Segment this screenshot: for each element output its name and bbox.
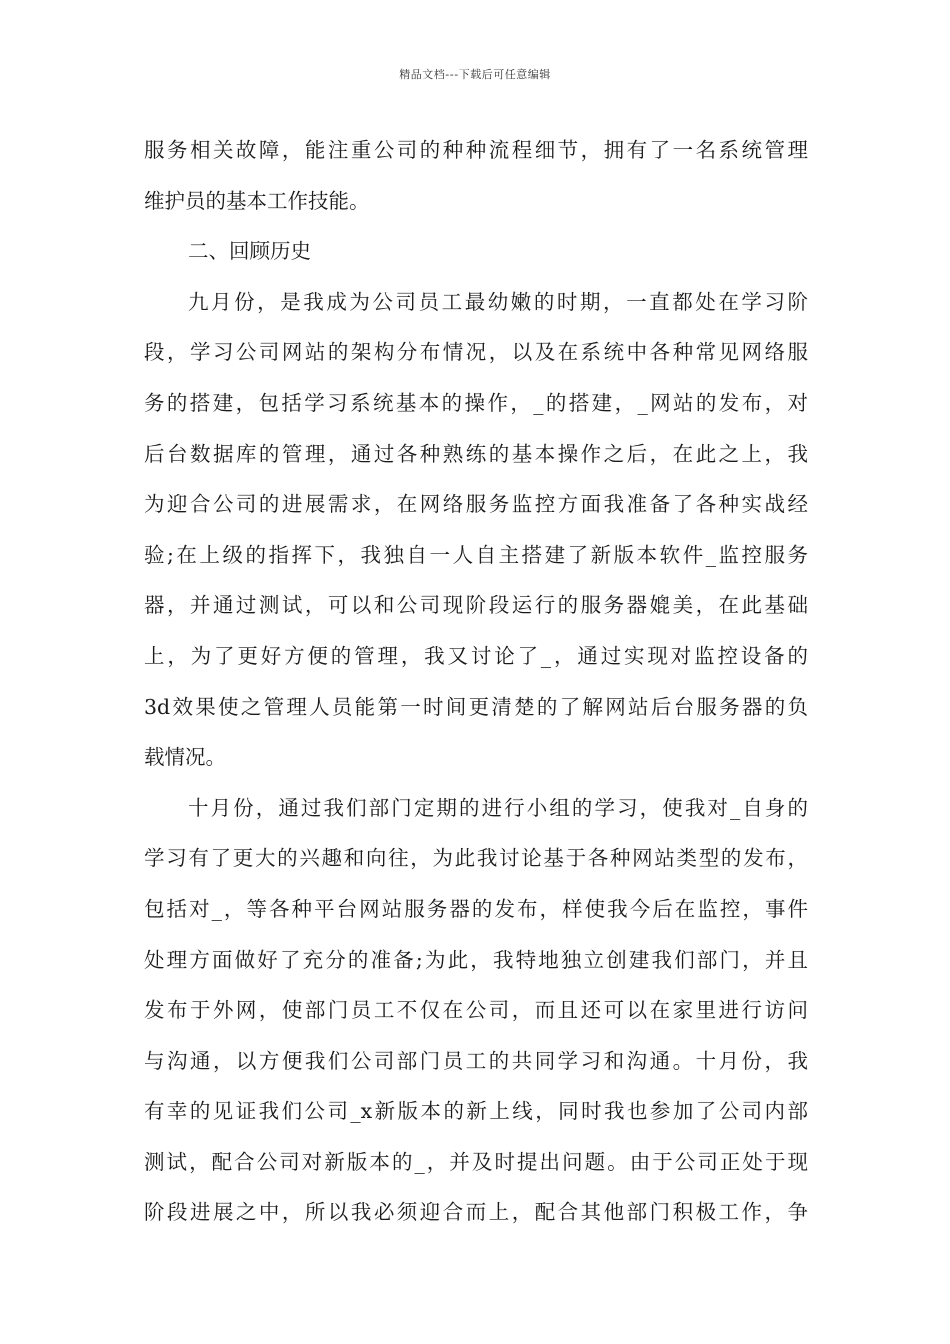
paragraph-line: 务的搭建，包括学习系统基本的操作，_的搭建，_网站的发布，对 [144,390,808,415]
paragraph-line: 段，学习公司网站的架构分布情况，以及在系统中各种常见网络服 [144,340,808,365]
paragraph-line: 学习有了更大的兴趣和向往，为此我讨论基于各种网站类型的发布， [144,846,808,871]
paragraph-line: 测试，配合公司对新版本的_，并及时提出问题。由于公司正处于现 [144,1149,808,1174]
paragraph-line: 服务相关故障，能注重公司的种种流程细节，拥有了一名系统管理 [144,138,808,162]
paragraph-line: 为迎合公司的进展需求，在网络服务监控方面我准备了各种实战经 [144,492,808,517]
paragraph-line: 处理方面做好了充分的准备;为此，我特地独立创建我们部门，并且 [144,947,808,972]
paragraph-line: 与沟通，以方便我们公司部门员工的共同学习和沟通。十月份，我 [144,1048,808,1073]
paragraph-line: 后台数据库的管理，通过各种熟练的基本操作之后，在此之上，我 [144,441,808,466]
page-header: 精品文档---下载后可任意编辑 [399,68,551,81]
section-heading: 二、回顾历史 [188,239,311,264]
paragraph-line: 十月份，通过我们部门定期的进行小组的学习，使我对_自身的 [188,795,808,820]
paragraph-line: 有幸的见证我们公司_x新版本的新上线，同时我也参加了公司内部 [144,1099,808,1124]
paragraph-line: 载情况。 [144,745,226,770]
document-body [144,131,808,1244]
paragraph-line: 维护员的基本工作技能。 [144,188,370,213]
paragraph-line: 器，并通过测试，可以和公司现阶段运行的服务器媲美，在此基础 [144,593,808,618]
paragraph-line: 包括对_，等各种平台网站服务器的发布，样使我今后在监控，事件 [144,896,808,921]
paragraph-line: 3d效果使之管理人员能第一时间更清楚的了解网站后台服务器的负 [144,694,808,719]
paragraph-line: 九月份，是我成为公司员工最幼嫩的时期，一直都处在学习阶 [188,289,808,314]
paragraph-line: 上，为了更好方便的管理，我又讨论了_，通过实现对监控设备的 [144,643,808,668]
paragraph-line: 验;在上级的指挥下，我独自一人自主搭建了新版本软件_监控服务 [144,542,808,567]
paragraph-line: 阶段进展之中，所以我必须迎合而上，配合其他部门积极工作，争 [144,1200,808,1225]
paragraph-line: 发布于外网，使部门员工不仅在公司，而且还可以在家里进行访问 [144,998,808,1023]
